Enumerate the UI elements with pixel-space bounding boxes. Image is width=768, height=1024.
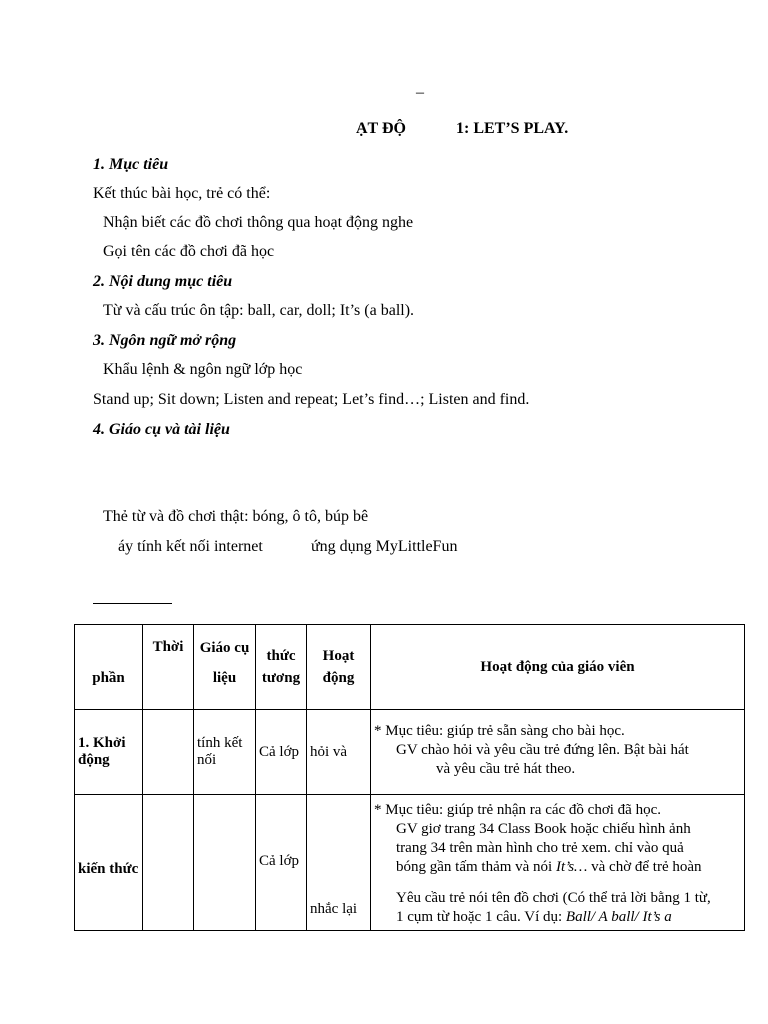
row-form: Cả lớp: [256, 710, 307, 795]
materials-item: áy tính kết nối internet: [118, 538, 263, 555]
header-activity: Hoạt động: [307, 625, 371, 710]
header-dash: –: [416, 84, 424, 101]
table-header-row: [75, 625, 745, 710]
lesson-title-part2: 1: LET’S PLAY.: [456, 120, 569, 137]
language-item: Khẩu lệnh & ngôn ngữ lớp học: [103, 361, 303, 378]
objectives-intro: Kết thúc bài học, trẻ có thể:: [93, 185, 271, 202]
row-activity: nhắc lại: [307, 795, 371, 931]
row-time: [143, 710, 194, 795]
row-time: [143, 795, 194, 931]
header-teacher-activity: Hoạt động của giáo viên: [371, 625, 745, 710]
section-heading-language: 3. Ngôn ngữ mở rộng: [93, 332, 237, 349]
section-divider: [93, 603, 172, 604]
header-time: Thời: [143, 625, 194, 710]
row-part: kiến thức: [75, 795, 143, 931]
section-heading-objectives: 1. Mục tiêu: [93, 156, 169, 173]
objective-item: Nhận biết các đồ chơi thông qua hoạt động nghe: [103, 214, 414, 231]
language-commands: Stand up; Sit down; Listen and repeat; Let’s find…; Listen and find.: [93, 391, 530, 408]
lesson-plan-table: [74, 624, 745, 931]
header-materials: Giáo cụ liệu: [194, 625, 256, 710]
materials-item: ứng dụng MyLittleFun: [311, 538, 458, 555]
section-heading-materials: 4. Giáo cụ và tài liệu: [93, 421, 230, 438]
content-item: Từ và cấu trúc ôn tập: ball, car, doll; It’s (a ball).: [103, 302, 415, 319]
row-part: 1. Khởi động: [75, 710, 143, 795]
table-row: [75, 795, 745, 931]
header-part: phần: [75, 625, 143, 710]
table-row: [75, 710, 745, 795]
lesson-title-part1: ẠT ĐỘ: [356, 120, 406, 137]
row-teacher-activity: * Mục tiêu: giúp trẻ nhận ra các đồ chơi đã học. GV giơ trang 34 Class Book hoặc chiếu hình ảnh trang 34 trên màn hình cho trẻ xem. chỉ vào quả bóng gần tấm thảm và nói It’s… và chờ để trẻ hoàn Yêu cầu trẻ nói tên đồ chơi (Có thể trả lời bằng 1 từ, 1 cụm từ hoặc 1 câu. Ví dụ: Ball/ A ball/ It’s a: [371, 795, 745, 931]
objective-item: Gọi tên các đồ chơi đã học: [103, 243, 275, 260]
row-form: Cả lớp: [256, 795, 307, 931]
table-bottom-border: [306, 930, 744, 931]
section-heading-content: 2. Nội dung mục tiêu: [93, 273, 233, 290]
row-materials: tính kết nối: [194, 710, 256, 795]
row-activity: hỏi và: [307, 710, 371, 795]
row-materials: [194, 795, 256, 931]
header-form: thức tương: [256, 625, 307, 710]
materials-item: Thẻ từ và đồ chơi thật: bóng, ô tô, búp bê: [103, 508, 369, 525]
row-teacher-activity: * Mục tiêu: giúp trẻ sẵn sàng cho bài học. GV chào hỏi và yêu cầu trẻ đứng lên. Bật bài hát và yêu cầu trẻ hát theo.: [371, 710, 745, 795]
